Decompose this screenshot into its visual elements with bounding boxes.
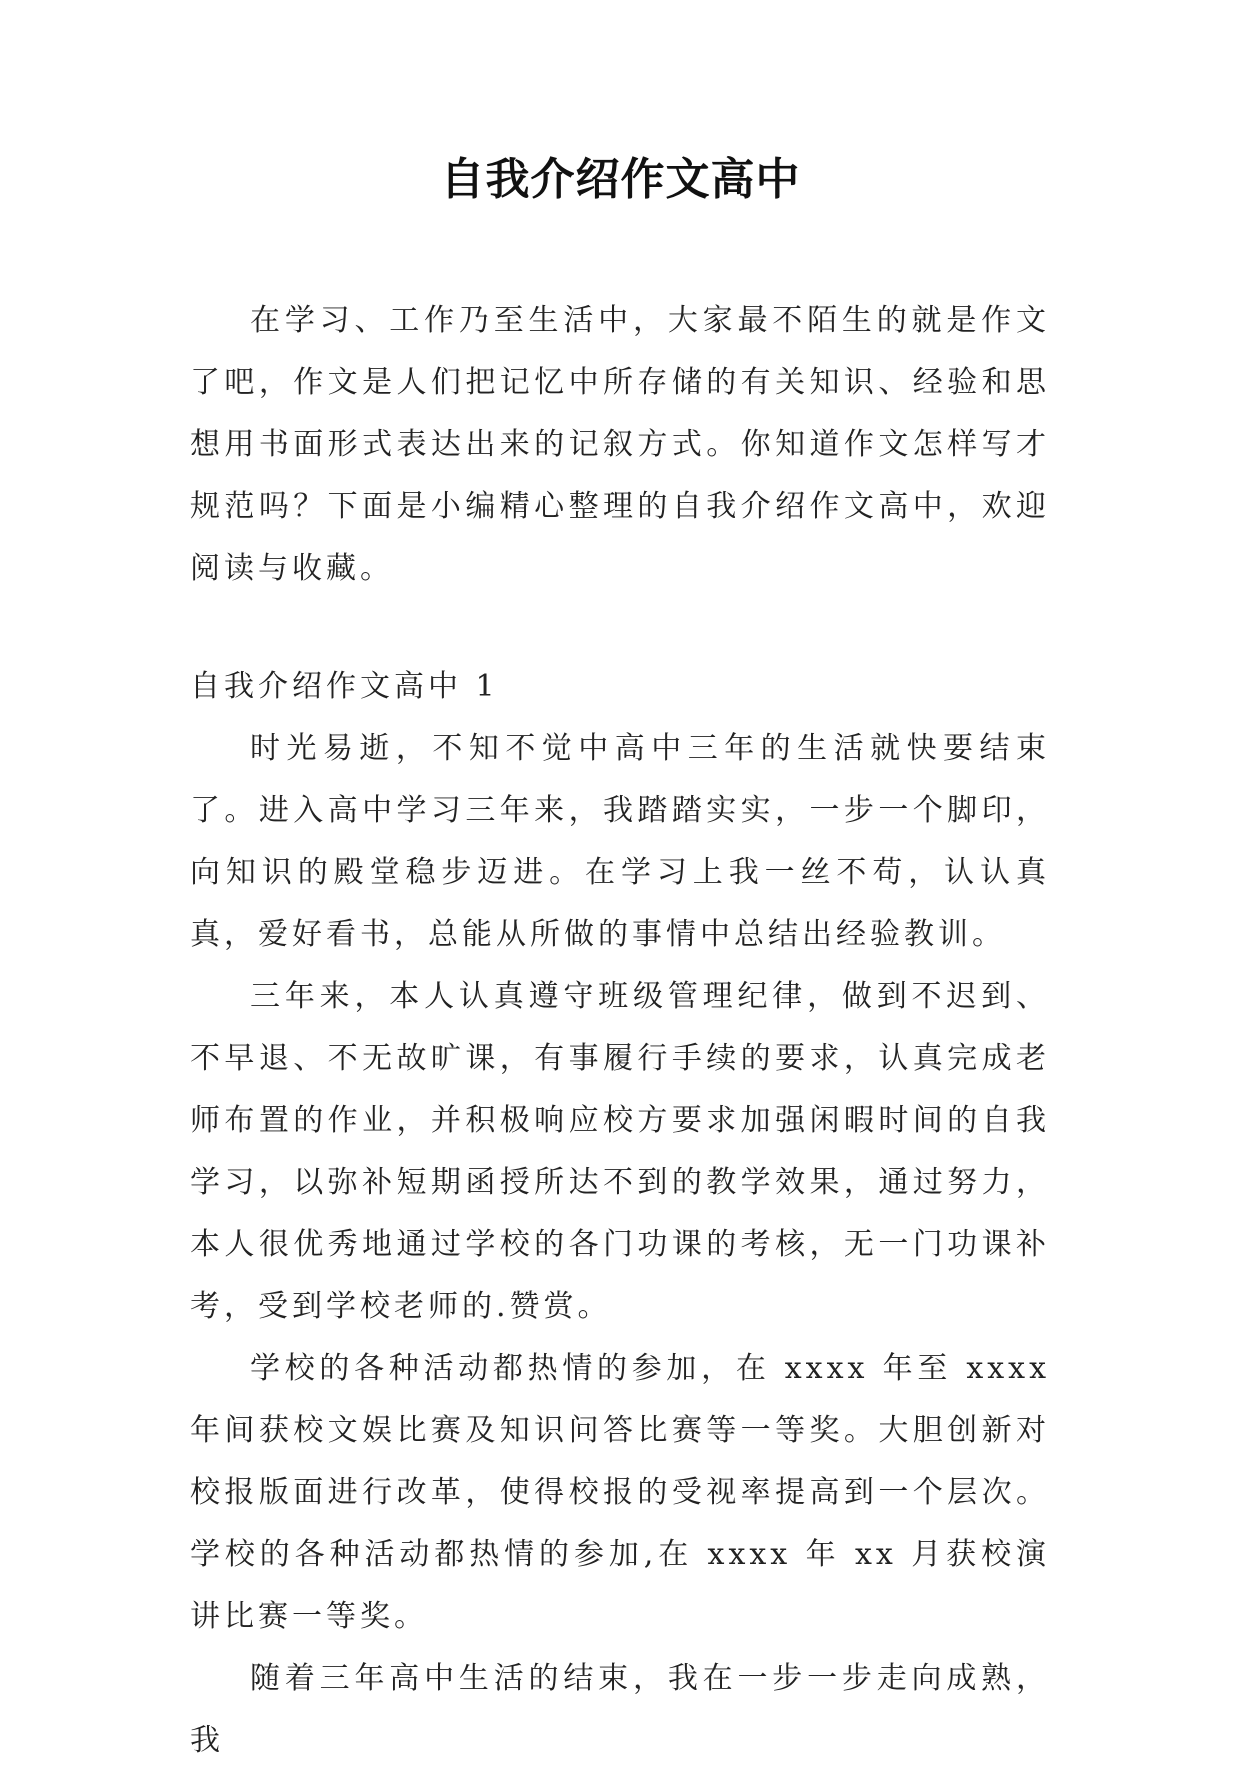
document-title: 自我介绍作文高中 [440,154,801,205]
intro-paragraph: 在学习、工作乃至生活中，大家最不陌生的就是作文了吧，作文是人们把记忆中所存储的有关知识、经验和思想用书面形式表达出来的记叙方式。你知道作文怎样写才规范吗？下面是小编精心整理的自我介绍作文高中，欢迎阅读与收藏。 [190,303,1050,586]
body-paragraph-2: 三年来，本人认真遵守班级管理纪律，做到不迟到、不早退、不无故旷课，有事履行手续的要求，认真完成老师布置的作业，并积极响应校方要求加强闲暇时间的自我学习，以弥补短期函授所达不到的教学效果，通过努力，本人很优秀地通过学校的各门功课的考核，无一门功课补考，受到学校老师的.赞赏。 [190,979,1050,1324]
body-paragraph-4: 随着三年高中生活的结束，我在一步一步走向成熟，我 [190,1661,1050,1758]
document-body [190,290,1050,1772]
body-paragraph-3: 学校的各种活动都热情的参加，在 xxxx 年至 xxxx 年间获校文娱比赛及知识问答比赛等一等奖。大胆创新对校报版面进行改革，使得校报的受视率提高到一个层次。学校的各种活动都热情的参加,在 xxxx 年 xx 月获校演讲比赛一等奖。 [190,1351,1050,1634]
section-heading: 自我介绍作文高中 1 [190,669,499,704]
body-paragraph-1: 时光易逝，不知不觉中高中三年的生活就快要结束了。进入高中学习三年来，我踏踏实实，一步一个脚印，向知识的殿堂稳步迈进。在学习上我一丝不苟，认认真真，爱好看书，总能从所做的事情中总结出经验教训。 [190,731,1050,952]
